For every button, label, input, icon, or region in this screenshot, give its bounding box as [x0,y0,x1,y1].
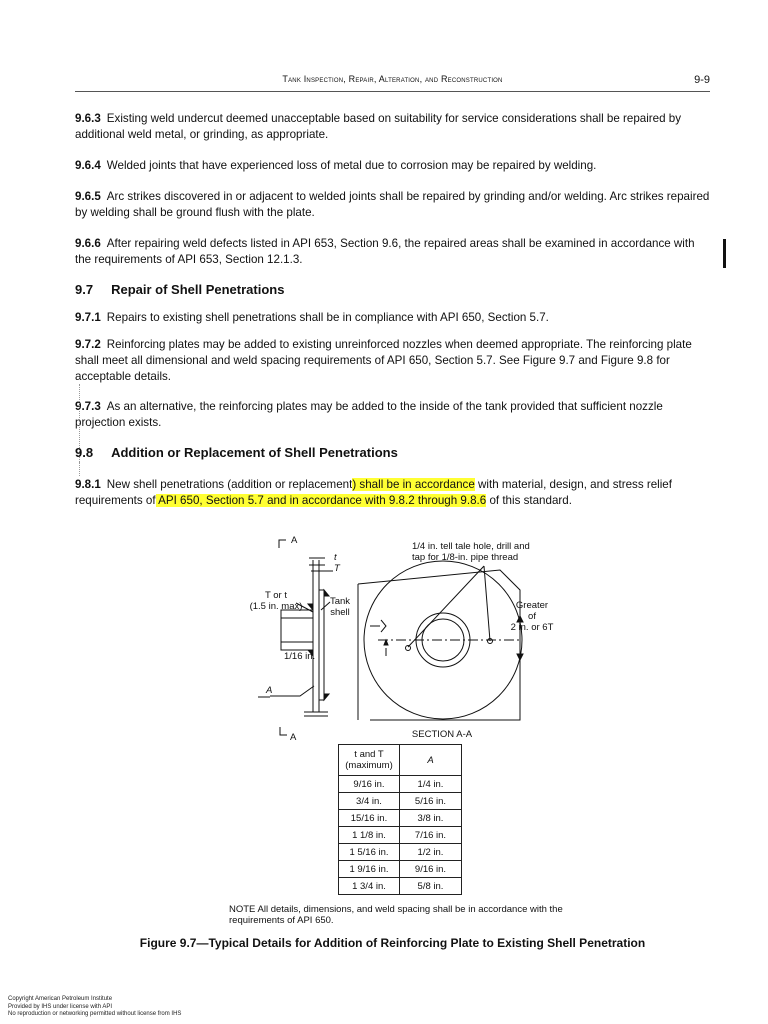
running-header-title: Tank Inspection, Repair, Alteration, and Reconstruction [282,74,503,84]
table-cell: 3/4 in. [339,793,400,810]
paragraph-text: Existing weld undercut deemed unacceptable based on suitability for service considerations shall be repaired by additional weld metal, or grinding, as appropriate. [75,112,682,141]
table-cell: 1/2 in. [400,844,462,861]
paragraph-text: After repairing weld defects listed in API 653, Section 9.6, the repaired areas shall be examined in accordance with the requirements of API 653, Section 12.1.3. [75,237,695,266]
paragraph-number: 9.6.5 [75,190,101,203]
section-number: 9.7 [75,282,94,297]
page-number: 9-9 [694,74,710,86]
table-row [339,861,462,878]
table-row [339,776,462,793]
section-title: Addition or Replacement of Shell Penetrations [111,445,398,460]
label-tell-tale-1: 1/4 in. tell tale hole, drill and [412,541,530,552]
paragraph-text: As an alternative, the reinforcing plates may be added to the inside of the tank provided that sufficient nozzle projection exists. [75,400,663,429]
paragraph-number: 9.6.3 [75,112,101,125]
footer-line: Provided by IHS under license with API [8,1003,113,1010]
label-max-thickness: (1.5 in. max) [249,601,303,612]
section-number: 9.8 [75,445,94,460]
table-header-row [339,745,462,776]
label-t-or-T: T or t [265,590,287,601]
paragraph-text: Arc strikes discovered in or adjacent to welded joints shall be repaired by grinding and/or welding. Arc strikes repaired by welding shall be ground flush with the plate. [75,190,710,219]
label-greater: Greater [515,600,549,611]
table-row [339,844,462,861]
section-title: Repair of Shell Penetrations [111,282,285,297]
label-a-top: A [291,535,298,546]
table-cell: 5/16 in. [400,793,462,810]
section-marker-bottom [280,727,287,735]
table-cell: 1 3/4 in. [339,878,400,895]
table-cell: 3/8 in. [400,810,462,827]
paragraph-text: Repairs to existing shell penetrations shall be in compliance with API 650, Section 5.7. [106,311,549,324]
figure-caption: Figure 9.7—Typical Details for Addition of Reinforcing Plate to Existing Shell Penetration [139,936,646,950]
table-cell: 1 9/16 in. [339,861,400,878]
table-header-text: t and T [354,749,384,760]
paragraph-number: 9.8.1 [75,478,101,491]
paragraph-text: Reinforcing plates may be added to existing unreinforced nozzles when deemed appropriate. The reinforcing plate shall meet all dimensional and weld spacing requirements of API 650, Section 5.7. See Figure 9.7 and Figure 9.8 for acceptable details. [75,338,692,383]
copyright-footer [8,996,181,1019]
table-cell: 9/16 in. [339,776,400,793]
paragraph-text: New shell penetrations (addition or replacement [106,478,353,491]
section-marker-top [279,540,286,548]
table-header-thickness [339,745,400,776]
highlighted-text: ) shall be in accordance [352,478,475,491]
footer-line: No reproduction or networking permitted without license from IHS [8,1011,182,1017]
table-cell: 1 1/8 in. [339,827,400,844]
table-cell: 1/4 in. [400,776,462,793]
label-sixteenth: 1/16 in. [284,651,316,662]
paragraph-number: 9.7.3 [75,400,101,413]
paragraph-number: 9.6.4 [75,159,101,172]
table-cell: 9/16 in. [400,861,462,878]
table-cell: 5/8 in. [400,878,462,895]
section-a-a-label: SECTION A-A [411,729,473,740]
table-row [339,793,462,810]
paragraph-number: 9.6.6 [75,237,101,250]
paragraph-text: Welded joints that have experienced loss of metal due to corrosion may be repaired by welding. [106,159,597,172]
table-row [339,827,462,844]
table-cell: 15/16 in. [339,810,400,827]
table-row [339,810,462,827]
label-a-weld: A [266,685,273,696]
table-header-text: (maximum) [345,760,393,771]
label-t: t [334,552,337,563]
paragraph-text: with material, design, and stress relief requirements of [75,478,672,507]
highlighted-text: API 650, Section 5.7 and in accordance with 9.8.2 through 9.8.6 [155,494,487,507]
label-T: T [334,563,340,574]
paragraph-text: of this standard. [486,494,572,507]
dimensions-table [338,744,462,895]
label-2in-or-6T: 2 in. or 6T [510,622,554,633]
footer-line: Copyright American Petroleum Institute [8,996,113,1002]
label-tank: Tank [329,596,351,607]
paragraph-number: 9.7.1 [75,311,101,324]
label-of: of [528,611,536,622]
figure-note: NOTE All details, dimensions, and weld spacing shall be in accordance with the requirements of API 650. [229,904,563,926]
table-row [339,878,462,895]
label-tell-tale-2: tap for 1/8-in. pipe thread [412,552,519,563]
table-cell: 7/16 in. [400,827,462,844]
table-header-a: A [400,745,462,776]
label-a-bottom: A [290,732,297,743]
paragraph-number: 9.7.2 [75,338,101,351]
table-cell: 1 5/16 in. [339,844,400,861]
label-shell: shell [330,607,350,618]
